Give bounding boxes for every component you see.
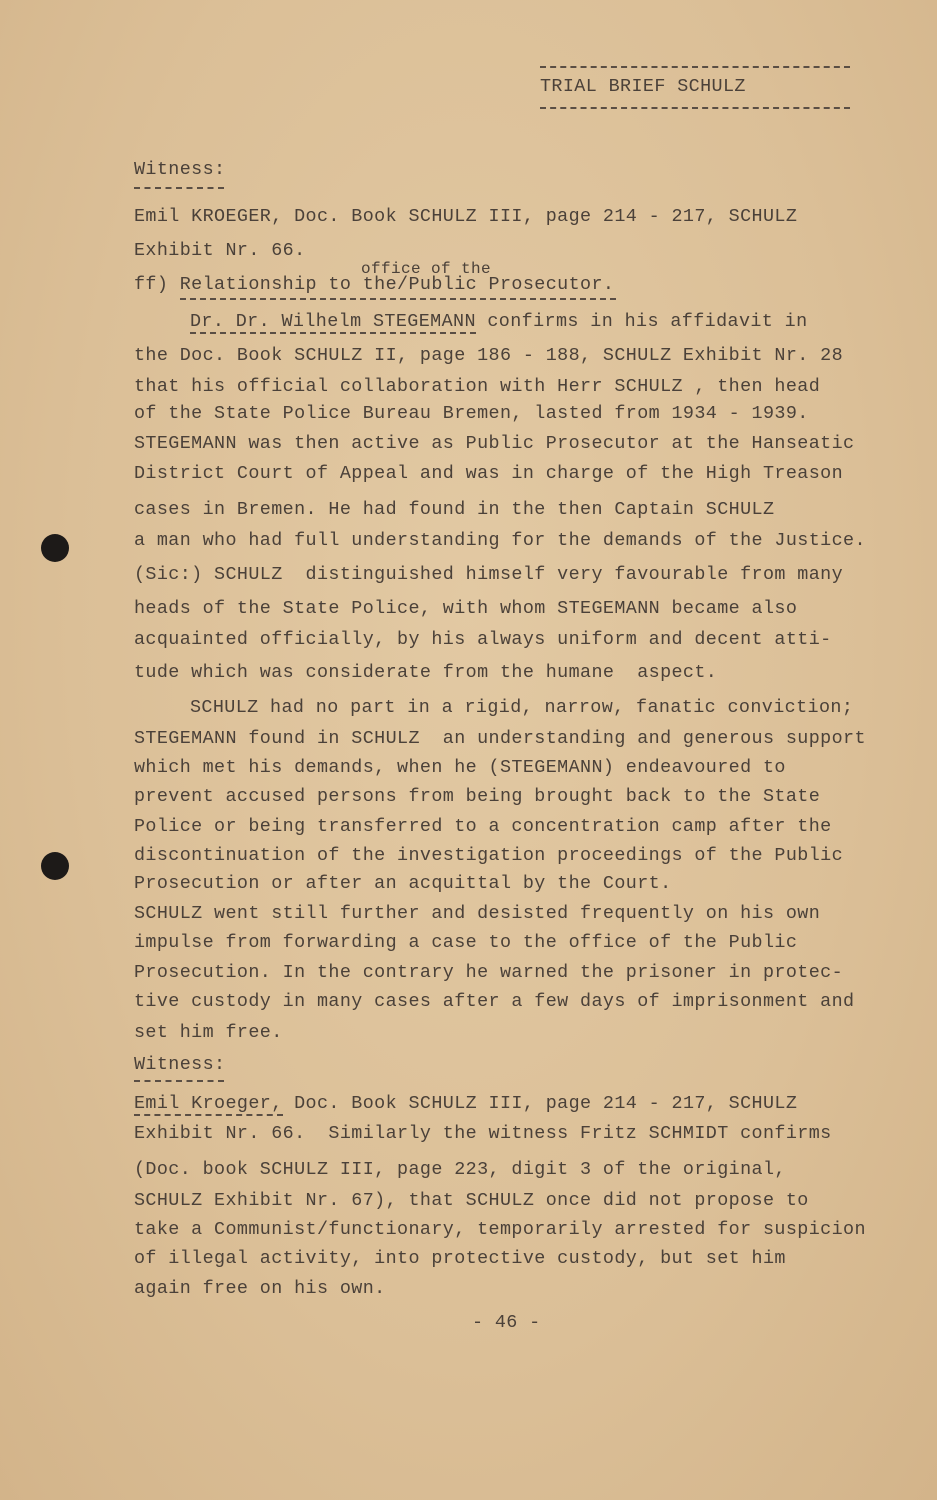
citation-line: Emil KROEGER, Doc. Book SCHULZ III, page 214 - 217, SCHULZ: [134, 206, 798, 227]
header-rule-bottom: [540, 107, 850, 109]
paragraph-line: cases in Bremen. He had found in the then Captain SCHULZ: [134, 499, 775, 520]
paragraph-line: (Doc. book SCHULZ III, page 223, digit 3 of the original,: [134, 1159, 786, 1180]
punch-hole: [41, 852, 69, 880]
paragraph-line: STEGEMANN found in SCHULZ an understanding and generous support: [134, 728, 866, 749]
witness-underline: [134, 1080, 224, 1082]
page-number: - 46 -: [472, 1312, 541, 1333]
paragraph-line: SCHULZ had no part in a rigid, narrow, fanatic conviction;: [190, 697, 854, 718]
line-text: confirms in his affidavit in: [475, 311, 808, 332]
header-rule-top: [540, 66, 850, 68]
paragraph-line: SCHULZ Exhibit Nr. 67), that SCHULZ once did not propose to: [134, 1190, 809, 1211]
paragraph-line: tude which was considerate from the humane aspect.: [134, 662, 718, 683]
paragraph-line: discontinuation of the investigation proceedings of the Public: [134, 845, 844, 866]
paragraph-line: District Court of Appeal and was in charge of the High Treason: [134, 463, 844, 484]
citation-line: Exhibit Nr. 66.: [134, 240, 306, 261]
witness-label: Witness:: [134, 1054, 226, 1075]
paragraph-line: prevent accused persons from being brought back to the State: [134, 786, 821, 807]
person-name: Dr. Dr. Wilhelm STEGEMANN: [190, 311, 476, 332]
paragraph-line: Exhibit Nr. 66. Similarly the witness Fritz SCHMIDT confirms: [134, 1123, 832, 1144]
paragraph-line: set him free.: [134, 1022, 283, 1043]
paragraph-line: Prosecution. In the contrary he warned the prisoner in protec-: [134, 962, 844, 983]
section-heading: ff) Relationship to the/Public Prosecutor.: [134, 274, 615, 295]
paragraph-line: [190, 311, 808, 333]
heading-underline: [180, 298, 616, 300]
handwritten-insertion: office of the: [361, 260, 492, 278]
paragraph-line: SCHULZ went still further and desisted frequently on his own: [134, 903, 821, 924]
paragraph-line: Prosecution or after an acquittal by the Court.: [134, 873, 672, 894]
paragraph-line: Police or being transferred to a concentration camp after the: [134, 816, 832, 837]
paragraph-line: a man who had full understanding for the demands of the Justice.: [134, 530, 866, 551]
paragraph-line: take a Communist/functionary, temporarily arrested for suspicion: [134, 1219, 866, 1240]
document-title: TRIAL BRIEF SCHULZ: [540, 76, 746, 97]
witness-name: Emil Kroeger,: [134, 1093, 283, 1114]
paragraph-line: which met his demands, when he (STEGEMANN) endeavoured to: [134, 757, 786, 778]
paragraph-line: STEGEMANN was then active as Public Prosecutor at the Hanseatic: [134, 433, 855, 454]
paragraph-line: the Doc. Book SCHULZ II, page 186 - 188, SCHULZ Exhibit Nr. 28: [134, 345, 844, 366]
line-text: Doc. Book SCHULZ III, page 214 - 217, SCHULZ: [282, 1093, 798, 1114]
paragraph-line: that his official collaboration with Herr SCHULZ , then head: [134, 376, 821, 397]
paragraph-line: (Sic:) SCHULZ distinguished himself very favourable from many: [134, 564, 844, 585]
witness-underline: [134, 187, 224, 189]
paragraph-line: tive custody in many cases after a few days of imprisonment and: [134, 991, 855, 1012]
paragraph-line: heads of the State Police, with whom STEGEMANN became also: [134, 598, 798, 619]
paragraph-line: acquainted officially, by his always uniform and decent atti-: [134, 629, 832, 650]
paragraph-line: of the State Police Bureau Bremen, lasted from 1934 - 1939.: [134, 403, 809, 424]
witness-label: Witness:: [134, 159, 226, 180]
paragraph-line: impulse from forwarding a case to the office of the Public: [134, 932, 798, 953]
punch-hole: [41, 534, 69, 562]
paragraph-line: again free on his own.: [134, 1278, 386, 1299]
citation-line: [134, 1093, 797, 1115]
paragraph-line: of illegal activity, into protective custody, but set him: [134, 1248, 786, 1269]
